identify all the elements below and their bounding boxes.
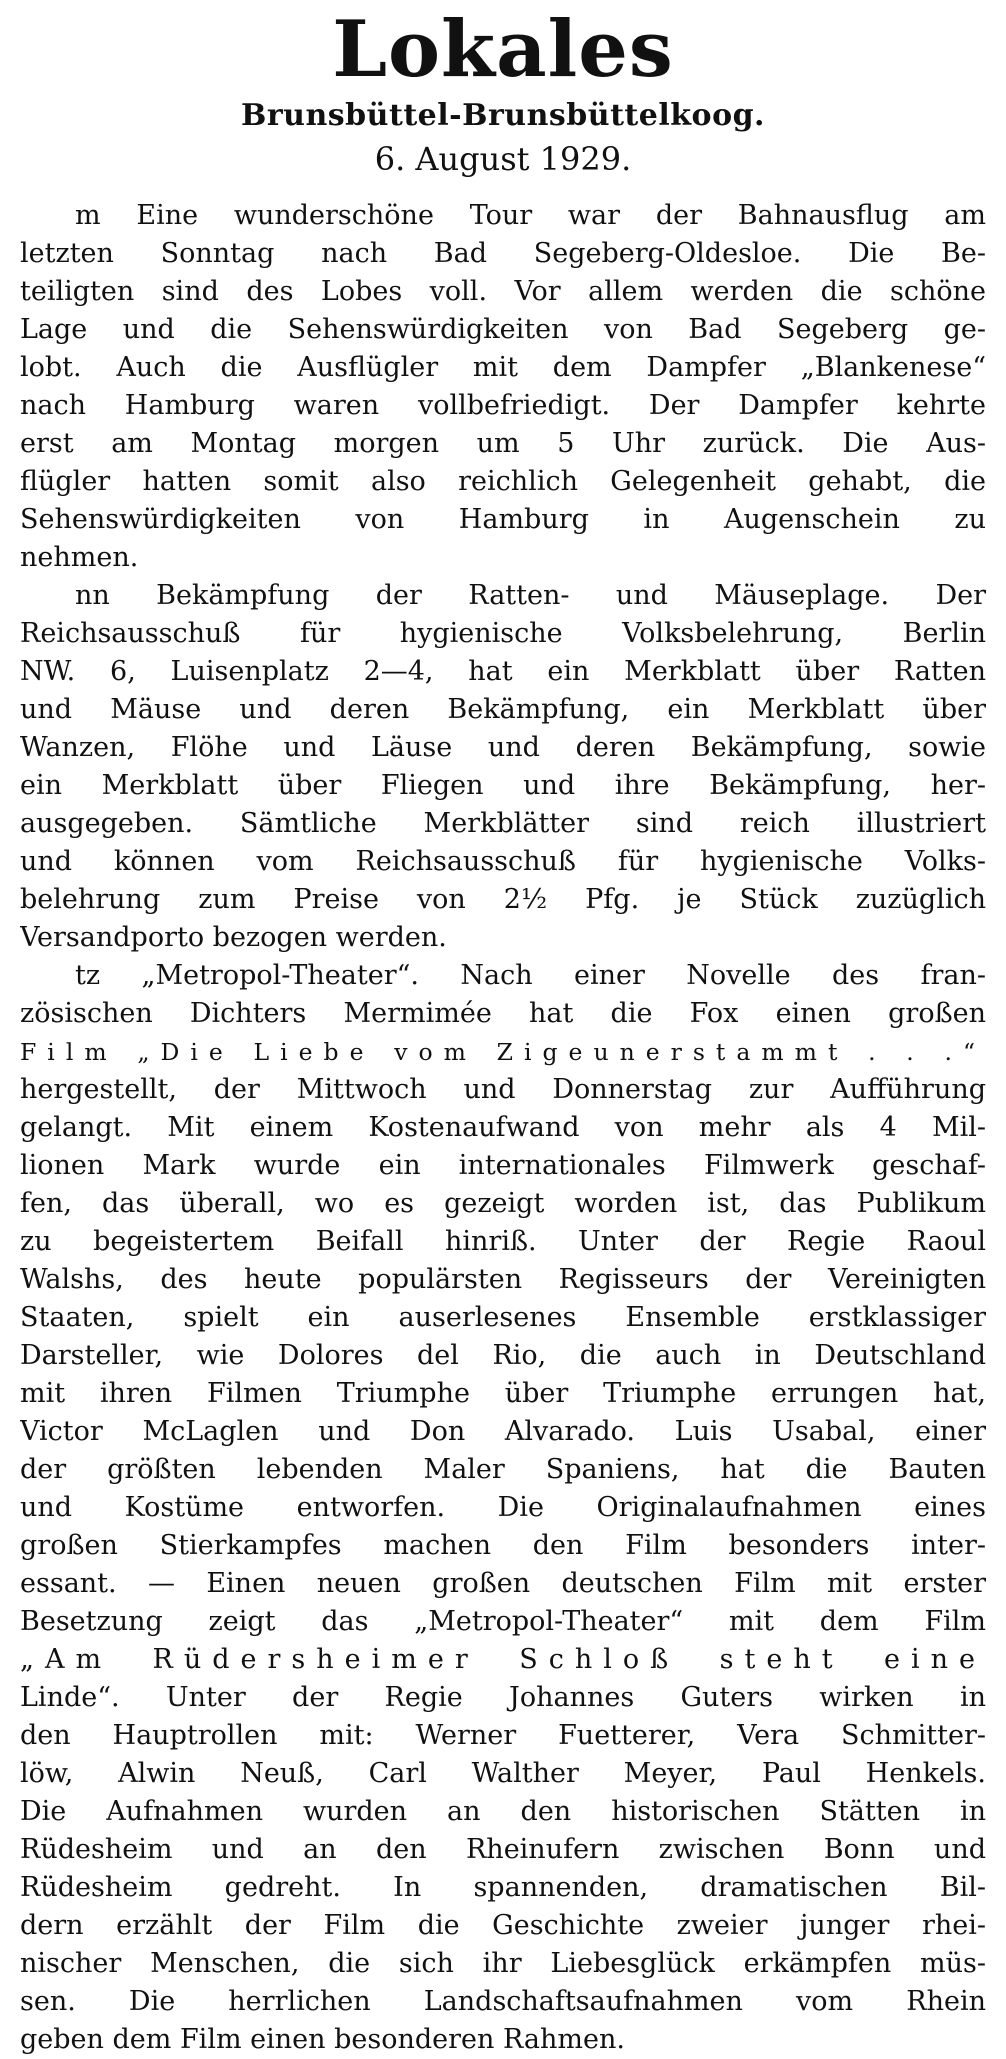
article-line: teiligten sind des Lobes voll. Vor allem werden die schöne [20,276,986,307]
article-metropol-theater [20,957,986,2059]
article-line: ein Merkblatt über Fliegen und ihre Bekämpfung, her- [20,770,986,801]
article-line: Rüdesheim und an den Rheinufern zwischen Bonn und [20,1834,986,1865]
article-line: lionen Mark wurde ein internationales Filmwerk geschaf- [20,1150,986,1181]
article-line: nischer Menschen, die sich ihr Liebesglück erkämpfen müs- [20,1948,986,1979]
article-line: erst am Montag morgen um 5 Uhr zurück. Die Aus- [20,428,986,459]
article-line: belehrung zum Preise von 2½ Pfg. je Stück zuzüglich [20,884,986,915]
article-line: nach Hamburg waren vollbefriedigt. Der Dampfer kehrte [20,390,986,421]
article-line: lobt. Auch die Ausflügler mit dem Dampfer „Blankenese“ [20,352,986,383]
article-rattenplage [20,577,986,957]
article-line: hergestellt, der Mittwoch und Donnerstag zur Aufführung [20,1074,986,1105]
article-line: der größten lebenden Maler Spaniens, hat die Bauten [20,1454,986,1485]
article-line: NW. 6, Luisenplatz 2—4, hat ein Merkblatt über Ratten [20,656,986,687]
article-line: Wanzen, Flöhe und Läuse und deren Bekämpfung, sowie [20,732,986,763]
article-line: Film „Die Liebe vom Zigeunerstammt . . .“ [20,1038,986,1066]
article-line: und Mäuse und deren Bekämpfung, ein Merkblatt über [20,694,986,725]
article-line: Staaten, spielt ein auserlesenes Ensemble erstklassiger [20,1302,986,1333]
article-line: und Kostüme entworfen. Die Originalaufnahmen eines [20,1492,986,1523]
article-line: geben dem Film einen besonderen Rahmen. [20,2024,625,2055]
article-line: nehmen. [20,542,139,573]
article-line: Die Aufnahmen wurden an den historischen Stätten in [20,1796,986,1827]
article-line: dern erzählt der Film die Geschichte zweier junger rhei- [20,1910,986,1941]
article-line: Lage und die Sehenswürdigkeiten von Bad Segeberg ge- [20,314,986,345]
article-line: den Hauptrollen mit: Werner Fuetterer, Vera Schmitter- [20,1720,986,1751]
article-line: flügler hatten somit also reichlich Gelegenheit gehabt, die [20,466,986,497]
article-line: Besetzung zeigt das „Metropol-Theater“ mit dem Film [20,1606,986,1637]
article-line: mit ihren Filmen Triumphe über Triumphe errungen hat, [20,1378,986,1409]
article-line: löw, Alwin Neuß, Carl Walther Meyer, Paul Henkels. [20,1758,986,1789]
article-line: m Eine wunderschöne Tour war der Bahnausflug am [75,200,986,231]
article-line: Linde“. Unter der Regie Johannes Guters wirken in [20,1682,986,1713]
article-bahnausflug [20,197,986,577]
article-line: Walshs, des heute populärsten Regisseurs der Vereinigten [20,1264,986,1295]
article-line: ausgegeben. Sämtliche Merkblätter sind reich illustriert [20,808,986,839]
article-line: Rüdesheim gedreht. In spannenden, dramatischen Bil- [20,1872,986,1903]
article-line: und können vom Reichsausschuß für hygienische Volks- [20,846,986,877]
article-line: letzten Sonntag nach Bad Segeberg-Oldesloe. Die Be- [20,238,986,269]
article-line: Sehenswürdigkeiten von Hamburg in Augenschein zu [20,504,986,535]
page-title: Lokales [332,4,674,95]
date-line: 6. August 1929. [374,140,632,178]
article-line: „Am Rüdersheimer Schloß steht eine [20,1644,986,1675]
article-line: großen Stierkampfes machen den Film besonders inter- [20,1530,986,1561]
article-line: Reichsausschuß für hygienische Volksbelehrung, Berlin [20,618,986,649]
article-line: essant. — Einen neuen großen deutschen Film mit erster [20,1568,986,1599]
article-line: Versandporto bezogen werden. [20,922,447,953]
place-heading: Brunsbüttel-Brunsbüttelkoog. [241,98,765,133]
article-line: zu begeistertem Beifall hinriß. Unter der Regie Raoul [20,1226,986,1257]
article-line: tz „Metropol-Theater“. Nach einer Novelle des fran- [75,960,986,991]
article-line: Victor McLaglen und Don Alvarado. Luis Usabal, einer [20,1416,986,1447]
article-line: nn Bekämpfung der Ratten- und Mäuseplage. Der [75,580,986,611]
article-line: gelangt. Mit einem Kostenaufwand von mehr als 4 Mil- [20,1112,986,1143]
article-line: fen, das überall, wo es gezeigt worden ist, das Publikum [20,1188,986,1219]
article-line: Darsteller, wie Dolores del Rio, die auch in Deutschland [20,1340,986,1371]
article-line: sen. Die herrlichen Landschaftsaufnahmen vom Rhein [20,1986,986,2017]
article-line: zösischen Dichters Mermimée hat die Fox einen großen [20,998,986,1029]
